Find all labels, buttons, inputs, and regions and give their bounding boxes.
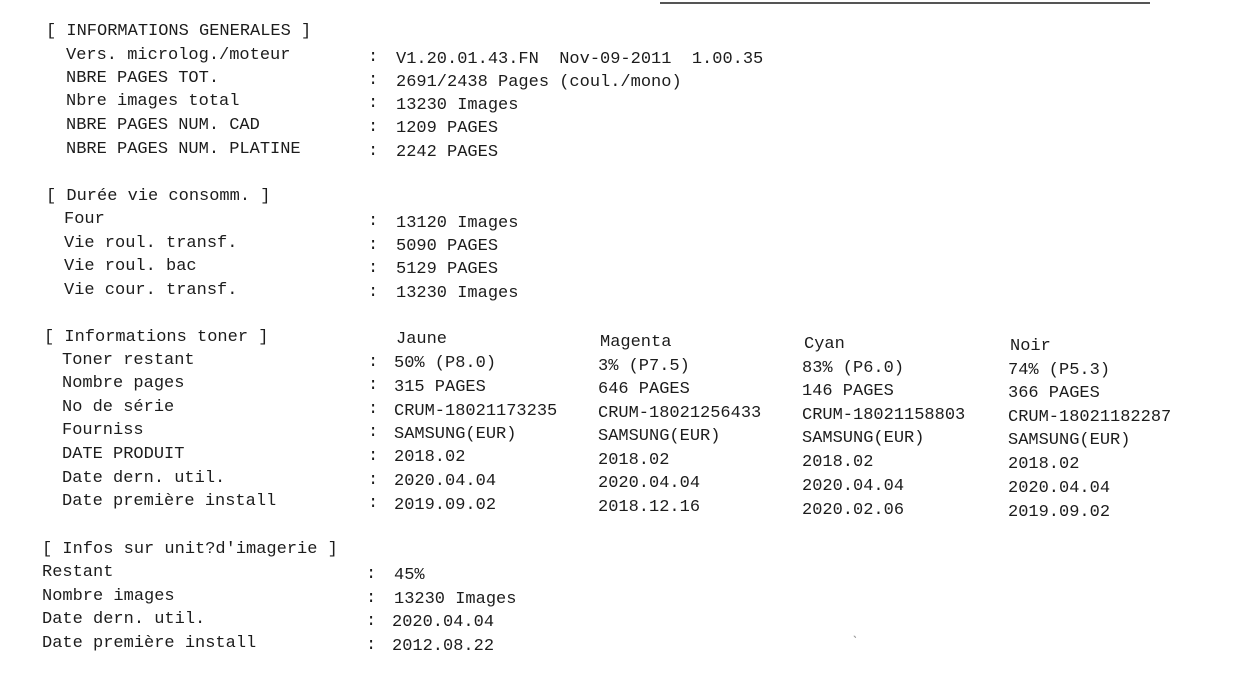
toner-value-yellow: 2018.02 <box>394 448 466 467</box>
toner-value-black: 366 PAGES <box>1008 384 1100 403</box>
separator: : <box>368 400 379 419</box>
toner-value-black: 2020.04.04 <box>1008 479 1111 498</box>
toner-value-cyan: 2020.04.04 <box>802 477 905 496</box>
separator: : <box>368 142 379 161</box>
toner-value-magenta: CRUM-18021256433 <box>598 404 762 423</box>
top-rule <box>660 2 1150 4</box>
separator: : <box>368 212 379 231</box>
toner-value-magenta: 2018.02 <box>598 451 670 470</box>
imaging-label: Nombre images <box>42 587 175 606</box>
general-label: NBRE PAGES TOT. <box>66 69 220 88</box>
general-label: Nbre images total <box>66 92 240 111</box>
toner-label: Fourniss <box>62 421 144 440</box>
consumables-value: 13120 Images <box>396 214 519 233</box>
consumables-value: 5129 PAGES <box>396 260 499 279</box>
imaging-label: Date première install <box>42 634 257 653</box>
separator: : <box>368 376 379 395</box>
imaging-label: Restant <box>42 563 114 582</box>
toner-value-cyan: 2018.02 <box>802 453 874 472</box>
toner-color-magenta: Magenta <box>600 333 672 352</box>
toner-value-magenta: SAMSUNG(EUR) <box>598 427 721 446</box>
toner-value-yellow: 2019.09.02 <box>394 496 497 515</box>
toner-color-cyan: Cyan <box>804 335 845 354</box>
general-label: NBRE PAGES NUM. PLATINE <box>66 140 301 159</box>
separator: : <box>366 612 377 631</box>
consumables-label: Four <box>64 210 105 229</box>
separator: : <box>368 471 379 490</box>
general-header: [ INFORMATIONS GENERALES ] <box>46 22 312 41</box>
toner-value-cyan: 83% (P6.0) <box>802 359 905 378</box>
general-label: NBRE PAGES NUM. CAD <box>66 116 260 135</box>
toner-header: [ Informations toner ] <box>44 328 269 347</box>
imaging-value: 2012.08.22 <box>392 637 495 656</box>
separator: : <box>368 283 379 302</box>
toner-color-black: Noir <box>1010 337 1051 356</box>
separator: : <box>368 94 379 113</box>
general-value: V1.20.01.43.FN Nov-09-2011 1.00.35 <box>396 50 764 69</box>
consumables-value: 13230 Images <box>396 284 519 303</box>
general-value: 13230 Images <box>396 96 519 115</box>
separator: : <box>368 236 379 255</box>
separator: : <box>368 118 379 137</box>
toner-label: Nombre pages <box>62 374 185 393</box>
toner-value-yellow: 2020.04.04 <box>394 472 497 491</box>
consumables-label: Vie roul. bac <box>64 257 197 276</box>
toner-value-black: 2019.09.02 <box>1008 503 1111 522</box>
imaging-label: Date dern. util. <box>42 610 206 629</box>
consumables-label: Vie cour. transf. <box>64 281 238 300</box>
toner-value-cyan: 146 PAGES <box>802 382 894 401</box>
imaging-value: 45% <box>394 566 425 585</box>
toner-label: Date première install <box>62 492 277 511</box>
general-value: 2691/2438 Pages (coul./mono) <box>396 73 682 92</box>
toner-value-black: 74% (P5.3) <box>1008 361 1111 380</box>
toner-color-yellow: Jaune <box>396 330 448 349</box>
separator: : <box>368 71 379 90</box>
separator: : <box>368 494 379 513</box>
toner-label: No de série <box>62 398 175 417</box>
toner-label: DATE PRODUIT <box>62 445 185 464</box>
separator: : <box>368 447 379 466</box>
toner-value-cyan: CRUM-18021158803 <box>802 406 966 425</box>
toner-value-yellow: CRUM-18021173235 <box>394 402 558 421</box>
toner-value-black: SAMSUNG(EUR) <box>1008 431 1131 450</box>
separator: : <box>368 48 379 67</box>
separator: : <box>366 565 377 584</box>
consumables-value: 5090 PAGES <box>396 237 499 256</box>
toner-value-cyan: SAMSUNG(EUR) <box>802 429 925 448</box>
imaging-header: [ Infos sur unit?d'imagerie ] <box>42 540 338 559</box>
toner-value-magenta: 646 PAGES <box>598 380 690 399</box>
scan-speck: ˎ <box>850 622 860 640</box>
toner-value-magenta: 3% (P7.5) <box>598 357 690 376</box>
toner-label: Toner restant <box>62 351 195 370</box>
toner-label: Date dern. util. <box>62 469 226 488</box>
separator: : <box>366 589 377 608</box>
toner-value-magenta: 2018.12.16 <box>598 498 701 517</box>
separator: : <box>368 423 379 442</box>
imaging-value: 13230 Images <box>394 590 517 609</box>
separator: : <box>368 353 379 372</box>
general-label: Vers. microlog./moteur <box>66 46 291 65</box>
toner-value-black: 2018.02 <box>1008 455 1080 474</box>
consumables-label: Vie roul. transf. <box>64 234 238 253</box>
consumables-header: [ Durée vie consomm. ] <box>46 187 271 206</box>
toner-value-yellow: 315 PAGES <box>394 378 486 397</box>
toner-value-magenta: 2020.04.04 <box>598 474 701 493</box>
separator: : <box>368 259 379 278</box>
general-value: 2242 PAGES <box>396 143 499 162</box>
separator: : <box>366 636 377 655</box>
toner-value-black: CRUM-18021182287 <box>1008 408 1172 427</box>
toner-value-cyan: 2020.02.06 <box>802 501 905 520</box>
toner-value-yellow: 50% (P8.0) <box>394 354 497 373</box>
toner-value-yellow: SAMSUNG(EUR) <box>394 425 517 444</box>
general-value: 1209 PAGES <box>396 119 499 138</box>
imaging-value: 2020.04.04 <box>392 613 495 632</box>
